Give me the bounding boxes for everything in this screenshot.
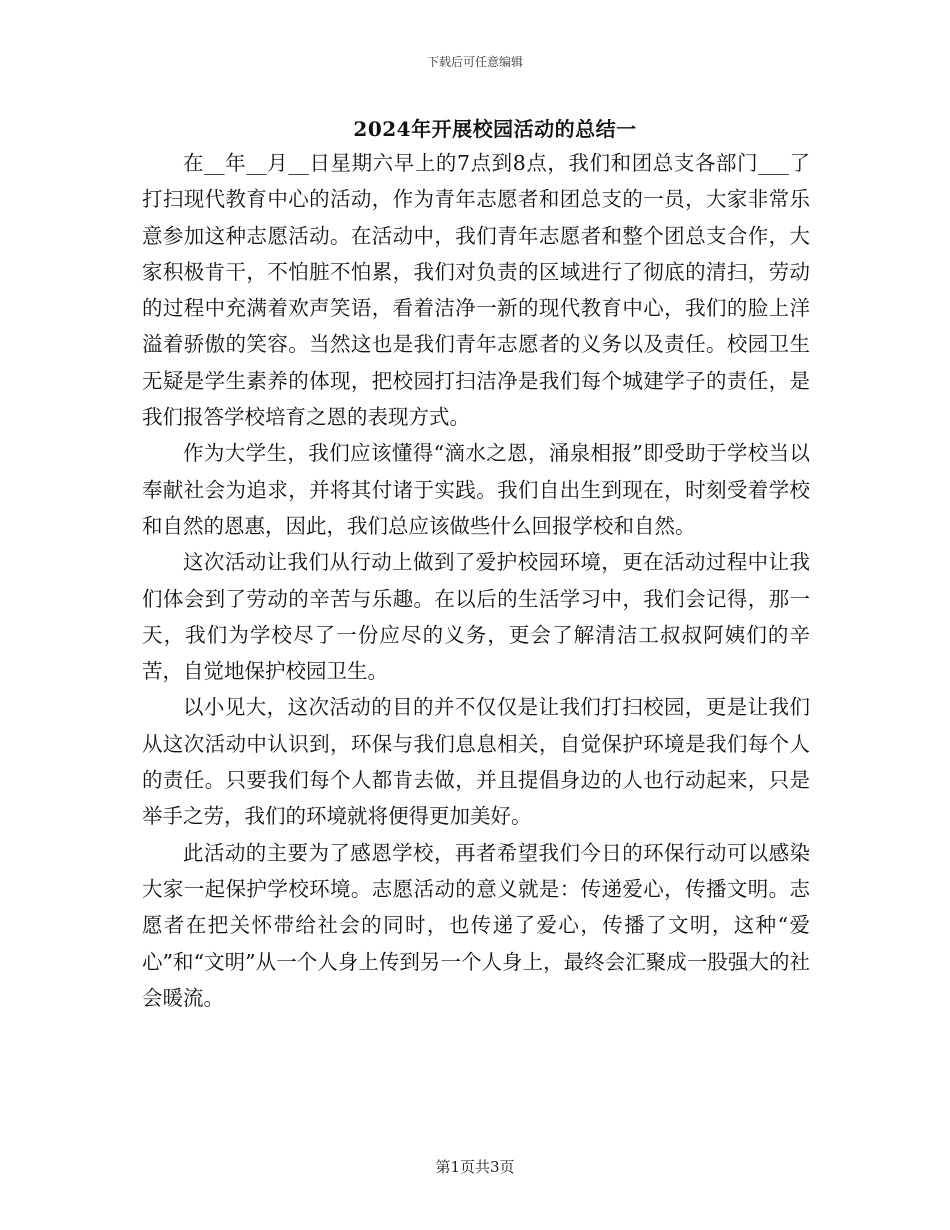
paragraph-5: 此活动的主要为了感恩学校，再者希望我们今日的环保行动可以感染大家一起保护学校环境。志愿活动的意义就是：传递爱心，传播文明。志愿者在把关怀带给社会的同时，也传递了爱心，传播了文明，这种“爱心”和“文明”从一个人身上传到另一个人身上，最终会汇聚成一股强大的社会暖流。 [142,840,810,1010]
paragraph-3: 这次活动让我们从行动上做到了爱护校园环境，更在活动过程中让我们体会到了劳动的辛苦与乐趣。在以后的生活学习中，我们会记得，那一天，我们为学校尽了一份应尽的义务，更会了解清洁工叔叔阿姨们的辛苦，自觉地保护校园卫生。 [142,550,810,684]
document-body [142,145,810,1016]
page-number: 第1页共3页 [435,1158,515,1176]
document-title: 2024年开展校园活动的总结一 [353,117,637,141]
page-header-note: 下载后可任意编辑 [426,55,523,69]
paragraph-1: 在__年__月__日星期六早上的7点到8点，我们和团总支各部门___了打扫现代教育中心的活动，作为青年志愿者和团总支的一员，大家非常乐意参加这种志愿活动。在活动中，我们青年志愿者和整个团总支合作，大家积极肯干，不怕脏不怕累，我们对负责的区域进行了彻底的清扫，劳动的过程中充满着欢声笑语，看着洁净一新的现代教育中心，我们的脸上洋溢着骄傲的笑容。当然这也是我们青年志愿者的义务以及责任。校园卫生无疑是学生素养的体现，把校园打扫洁净是我们每个城建学子的责任，是我们报答学校培育之恩的表现方式。 [142,151,810,430]
paragraph-4: 以小见大，这次活动的目的并不仅仅是让我们打扫校园，更是让我们从这次活动中认识到，环保与我们息息相关，自觉保护环境是我们每个人的责任。只要我们每个人都肯去做，并且提倡身边的人也行动起来，只是举手之劳，我们的环境就将便得更加美好。 [142,695,810,829]
paragraph-2: 作为大学生，我们应该懂得“滴水之恩，涌泉相报”即受助于学校当以奉献社会为追求，并将其付诸于实践。我们自出生到现在，时刻受着学校和自然的恩惠，因此，我们总应该做些什么回报学校和自然。 [142,441,810,538]
